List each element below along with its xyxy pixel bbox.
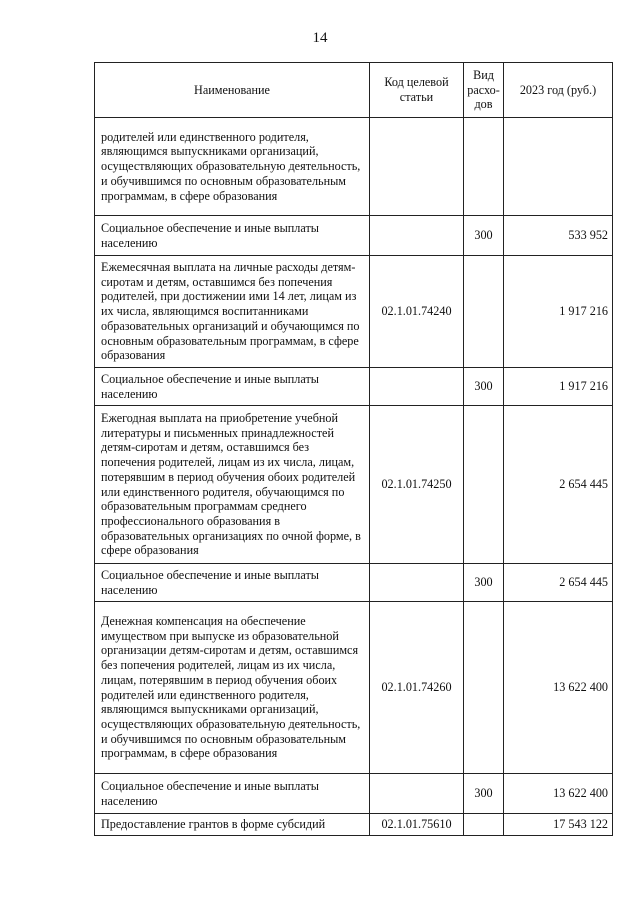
table-row (95, 368, 613, 406)
header-amount: 2023 год (руб.) (504, 63, 613, 118)
table-row (95, 406, 613, 564)
table-row (95, 602, 613, 774)
row-name: родителей или единственного родителя, являющимся выпускниками организаций, осуществляющих образовательную деятельность, и обучившимся по основным образовательным программам, в сфере образования (95, 118, 370, 216)
row-code (370, 216, 464, 256)
row-amount: 2 654 445 (504, 406, 613, 564)
header-type: Вид расхо-дов (464, 63, 504, 118)
budget-table (94, 62, 613, 836)
table-row (95, 774, 613, 814)
table-header-row (95, 63, 613, 118)
row-amount: 13 622 400 (504, 774, 613, 814)
row-type: 300 (464, 564, 504, 602)
row-code (370, 564, 464, 602)
row-type: 300 (464, 216, 504, 256)
table-row (95, 814, 613, 836)
table-row (95, 216, 613, 256)
row-code (370, 774, 464, 814)
row-amount: 13 622 400 (504, 602, 613, 774)
row-name: Денежная компенсация на обеспечение имуществом при выпуске из образовательной организации детям-сиротам и детям, оставшимся без попечения родителей, лицам из их числа, лицам, потерявшим в период обучения обоих родителей или единственного родителя, являющимся выпускниками организаций, осуществляющих образовательную деятельность, и обучившимся по основным образовательным программам, в сфере образования (95, 602, 370, 774)
row-type (464, 118, 504, 216)
row-name: Предоставление грантов в форме субсидий (95, 814, 370, 836)
row-name: Ежемесячная выплата на личные расходы детям-сиротам и детям, оставшимся без попечения родителей, при достижении ими 14 лет, лицам из их числа, являющимся воспитанниками образовательных организаций и обучающимся по основным образовательным программам, в сфере образования (95, 256, 370, 368)
table-row (95, 256, 613, 368)
row-code: 02.1.01.74260 (370, 602, 464, 774)
header-code: Код целевой статьи (370, 63, 464, 118)
page-number: 14 (312, 30, 328, 46)
row-type (464, 602, 504, 774)
table-row (95, 118, 613, 216)
row-amount: 533 952 (504, 216, 613, 256)
row-code: 02.1.01.74240 (370, 256, 464, 368)
table-row (95, 564, 613, 602)
row-type (464, 406, 504, 564)
row-type (464, 814, 504, 836)
row-name: Социальное обеспечение и иные выплаты населению (95, 774, 370, 814)
row-amount: 2 654 445 (504, 564, 613, 602)
row-type: 300 (464, 368, 504, 406)
row-type: 300 (464, 774, 504, 814)
header-name: Наименование (95, 63, 370, 118)
row-amount (504, 118, 613, 216)
row-name: Социальное обеспечение и иные выплаты населению (95, 564, 370, 602)
row-code (370, 368, 464, 406)
row-code: 02.1.01.74250 (370, 406, 464, 564)
row-name: Ежегодная выплата на приобретение учебной литературы и письменных принадлежностей детям-сиротам и детям, оставшимся без попечения родителей, лицам из их числа, лицам, потерявшим в период обучения обоих родителей или единственного родителя, обучающимся по образовательным программам среднего профессионального образования в образовательных организациях по очной форме, в сфере образования (95, 406, 370, 564)
row-amount: 17 543 122 (504, 814, 613, 836)
row-code: 02.1.01.75610 (370, 814, 464, 836)
row-code (370, 118, 464, 216)
row-amount: 1 917 216 (504, 368, 613, 406)
row-type (464, 256, 504, 368)
row-amount: 1 917 216 (504, 256, 613, 368)
row-name: Социальное обеспечение и иные выплаты населению (95, 368, 370, 406)
row-name: Социальное обеспечение и иные выплаты населению (95, 216, 370, 256)
